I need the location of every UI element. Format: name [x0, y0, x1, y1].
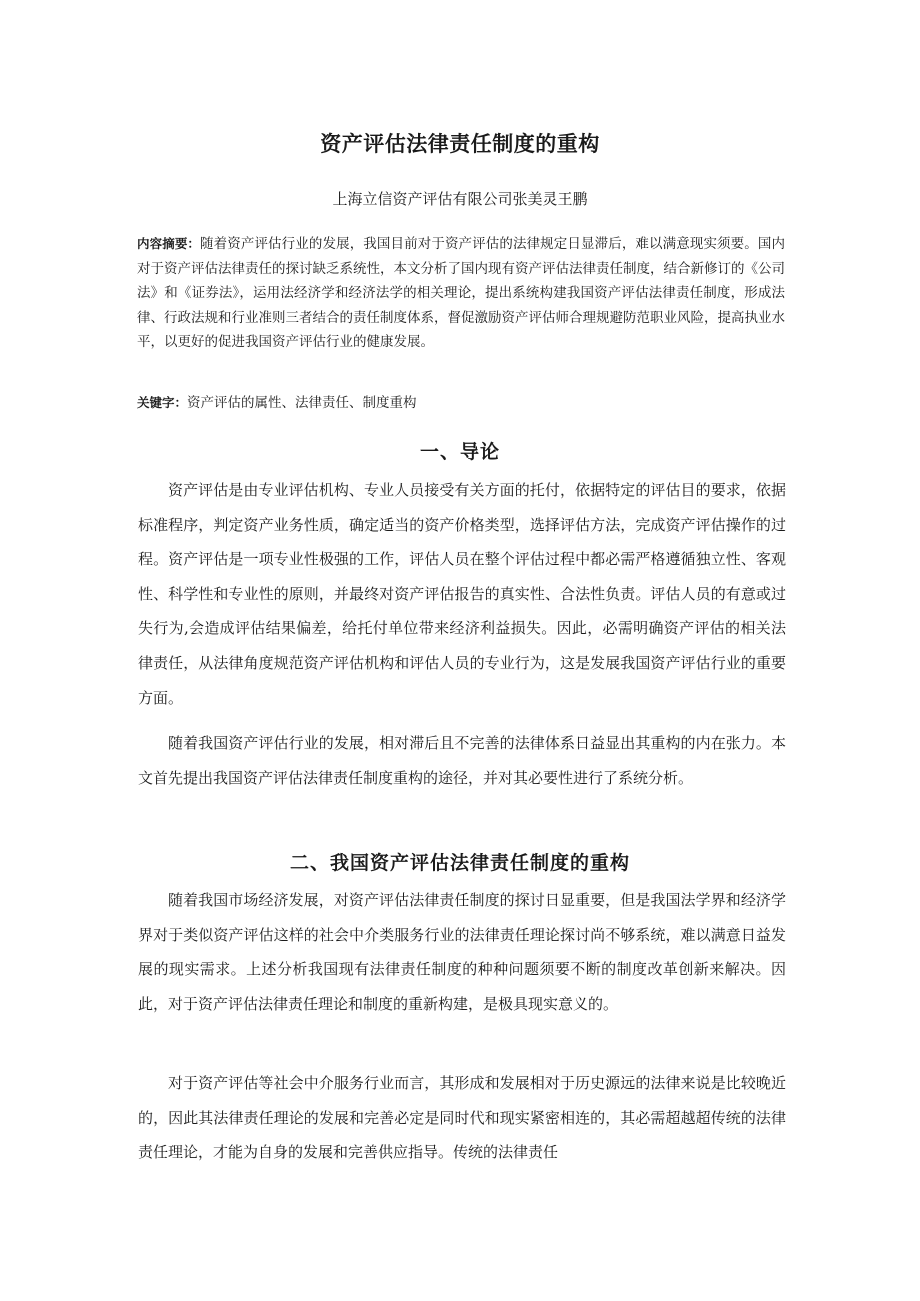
section-heading-introduction: 一、导论	[419, 441, 500, 463]
body-paragraph: 对于资产评估等社会中介服务行业而言，其形成和发展相对于历史源远的法律来说是比较晚近的，因此其法律责任理论的发展和完善必定是同时代和现实紧密相连的，其必需超越超传统的法律责任理论，才能为自身的发展和完善供应指导。传统的法律责任	[138, 1074, 786, 1162]
document-title: 资产评估法律责任制度的重构	[320, 132, 600, 156]
abstract-text: 随着资产评估行业的发展，我国目前对于资产评估的法律规定日显滞后，难以满意现实须要。国内对于资产评估法律责任的探讨缺乏系统性，本文分析了国内现有资产评估法律责任制度，结合新修订的《公司法》和《证券法》，运用法经济学和经济法学的相关理论，提出系统构建我国资产评估法律责任制度，形成法律、行政法规和行业准则三者结合的责任制度体系，督促激励资产评估师合理规避防范职业风险，提高执业水平，以更好的促进我国资产评估行业的健康发展。	[137, 236, 785, 350]
body-paragraph: 随着我国资产评估行业的发展，相对滞后且不完善的法律体系日益显出其重构的内在张力。本文首先提出我国资产评估法律责任制度重构的途径，并对其必要性进行了系统分析。	[138, 734, 786, 787]
author-line: 上海立信资产评估有限公司张美灵王鹏	[332, 190, 588, 208]
keywords	[137, 392, 785, 414]
body-paragraph: 随着我国市场经济发展，对资产评估法律责任制度的探讨日显重要，但是我国法学界和经济学界对于类似资产评估这样的社会中介类服务行业的法律责任理论探讨尚不够系统，难以满意日益发展的现实需求。上述分析我国现有法律责任制度的种种问题须要不断的制度改革创新来解决。因此，对于资产评估法律责任理论和制度的重新构建，是极具现实意义的。	[138, 891, 786, 1013]
section-heading-reconstruction: 二、我国资产评估法律责任制度的重构	[289, 852, 630, 874]
body-paragraph: 资产评估是由专业评估机构、专业人员接受有关方面的托付，依据特定的评估目的要求，依据标准程序，判定资产业务性质，确定适当的资产价格类型，选择评估方法，完成资产评估操作的过程。资产评估是一项专业性极强的工作，评估人员在整个评估过程中都必需严格遵循独立性、客观性、科学性和专业性的原则，并最终对资产评估报告的真实性、合法性负责。评估人员的有意或过失行为,会造成评估结果偏差，给托付单位带来经济利益损失。因此，必需明确资产评估的相关法律责任，从法律角度规范资产评估机构和评估人员的专业行为，这是发展我国资产评估行业的重要方面。	[138, 481, 786, 707]
keywords-text: 资产评估的属性、法律责任、制度重构	[187, 395, 417, 411]
abstract-label: 内容摘要：	[137, 236, 201, 251]
abstract	[137, 232, 785, 355]
keywords-label: 关键字：	[137, 395, 188, 410]
